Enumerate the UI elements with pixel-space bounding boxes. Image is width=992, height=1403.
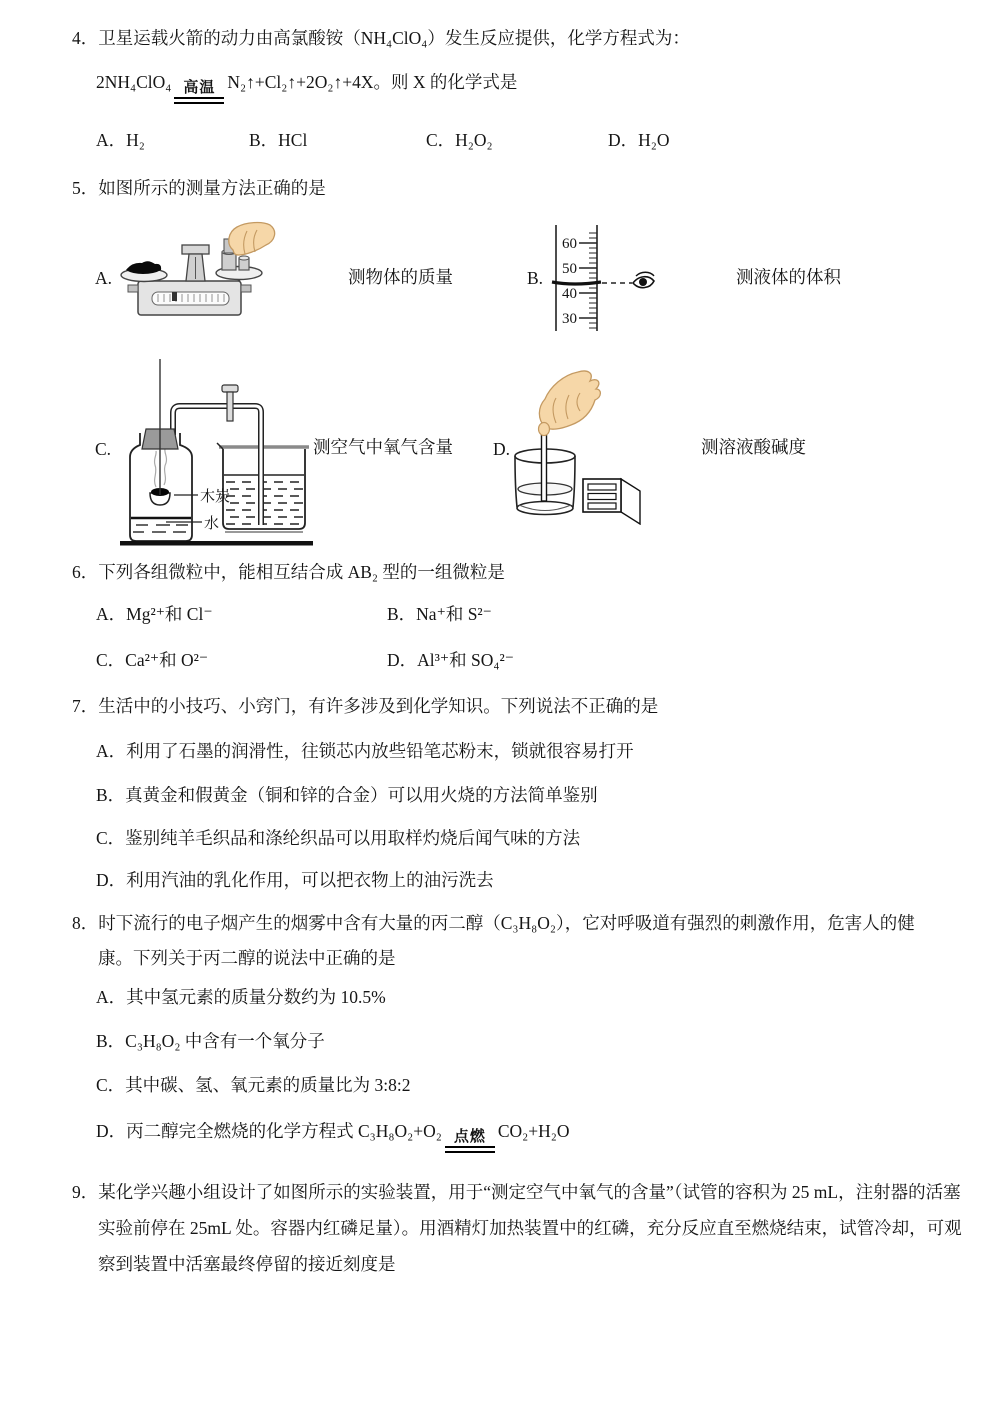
- option-6b: B．Na⁺和 S²⁻: [387, 604, 492, 624]
- option-8d-prefix: D．丙二醇完全燃烧的化学方程式 C₃H₈O₂+O₂: [96, 1121, 442, 1141]
- ph-test-figure: [488, 367, 650, 525]
- option-8a: A．其中氢元素的质量分数约为 10.5%: [96, 987, 386, 1007]
- option-8d-rhs: CO₂+H₂O: [497, 1121, 570, 1141]
- pillar-cap: [182, 245, 209, 254]
- option-6d: D．Al³⁺和 SO₄²⁻: [387, 650, 514, 670]
- combustion-condition: 点燃: [453, 1129, 486, 1145]
- tick-label-40: 40: [562, 286, 577, 302]
- hand-icon: [229, 223, 275, 255]
- question-6-text: 下列各组微粒中，能相互结合成 AB₂ 型的一组微粒是: [98, 562, 505, 582]
- option-7b: B．真黄金和假黄金（铜和锌的合金）可以用火烧的方法简单鉴别: [96, 785, 598, 805]
- eye-icon: [633, 272, 654, 287]
- option-4a: A．H₂: [96, 130, 145, 150]
- question-8-paragraph: [72, 906, 944, 976]
- question-8-text: 时下流行的电子烟产生的烟雾中含有大量的丙二醇（C₃H₈O₂），它对呼吸道有强烈的刺激作用，危害人的健康。下列关于丙二醇的说法中正确的是: [98, 913, 915, 968]
- option-4d: D．H₂O: [608, 130, 670, 150]
- question-6-line: [72, 561, 505, 583]
- equation-condition-line: [174, 80, 224, 104]
- charcoal-annotation: 木炭: [200, 489, 231, 505]
- question-5-line: [72, 177, 326, 199]
- combustion-condition-line: [445, 1129, 495, 1153]
- equation-rhs: N₂↑+Cl₂↑+2O₂↑+4X。则 X 的化学式是: [227, 72, 518, 92]
- right-screw: [241, 285, 251, 292]
- graduated-cylinder-figure: [549, 223, 659, 333]
- tick-label-30: 30: [562, 311, 577, 327]
- question-8-number: 8．: [72, 913, 99, 933]
- figure-a-caption: 测物体的质量: [348, 267, 453, 287]
- minor-ticks: [589, 233, 597, 328]
- question-9-paragraph: [72, 1174, 968, 1282]
- question-9-number: 9．: [72, 1182, 99, 1202]
- hand-icon: [539, 371, 601, 435]
- figure-d-label: D.: [493, 439, 511, 459]
- question-7-line: [72, 695, 658, 717]
- ph-color-card: [583, 479, 640, 524]
- equation-condition: 高温: [183, 80, 216, 96]
- question-4-text: 卫星运载火箭的动力由高氯酸铵（NH₄ClO₄）发生反应提供，化学方程式为：: [98, 28, 690, 48]
- question-4-number: 4．: [72, 28, 99, 48]
- question-6-number: 6．: [72, 562, 99, 582]
- option-7c: C．鉴别纯羊毛织品和涤纶织品可以用取样灼烧后闻气味的方法: [96, 828, 581, 848]
- major-ticks: [579, 243, 597, 318]
- connecting-tube-outline: [173, 406, 261, 525]
- figure-d-caption: 测溶液酸碱度: [701, 437, 806, 457]
- question-4-line: [72, 27, 690, 49]
- connecting-tube-bore: [173, 406, 261, 525]
- water-dashes: [133, 525, 188, 532]
- equation-double-line-icon: [445, 1146, 495, 1153]
- figure-b-label: B.: [527, 268, 544, 288]
- rider-weight: [172, 292, 177, 301]
- glass-rod: [542, 429, 547, 501]
- beaker-liquid-dashes: [226, 482, 303, 524]
- liquid-level: [552, 282, 601, 284]
- question-7-number: 7．: [72, 696, 99, 716]
- balance-scale-figure: [112, 221, 282, 349]
- option-7d: D．利用汽油的乳化作用，可以把衣物上的油污洗去: [96, 870, 494, 890]
- question-5-number: 5．: [72, 178, 99, 198]
- option-6c: C．Ca²⁺和 O²⁻: [96, 650, 209, 670]
- water-annotation: 水: [204, 516, 220, 532]
- option-8d-equation: [96, 1120, 570, 1153]
- option-4c: C．H₂O₂: [426, 130, 493, 150]
- figure-c-label: C.: [95, 439, 112, 459]
- question-5-text: 如图所示的测量方法正确的是: [98, 178, 326, 198]
- figure-c-caption: 测空气中氧气含量: [313, 437, 453, 457]
- option-6a: A．Mg²⁺和 Cl⁻: [96, 604, 213, 624]
- option-8c: C．其中碳、氢、氧元素的质量比为 3:8:2: [96, 1075, 411, 1095]
- question-9-text: 某化学兴趣小组设计了如图所示的实验装置，用于“测定空气中氧气的含量”（试管的容积为 25 mL，注射器的活塞实验前停在 25mL 处。容器内红磷足量）。用酒精灯加热装置中的红磷，充分反应直至燃烧结束，试管冷却，可观察到装置中活塞最终停留的接近刻度是: [98, 1182, 962, 1274]
- option-7a: A．利用了石墨的润滑性，往锁芯内放些铅笔芯粉末，锁就很容易打开: [96, 741, 634, 761]
- oxygen-apparatus-figure: [118, 355, 315, 548]
- tick-label-60: 60: [562, 236, 577, 252]
- left-screw: [128, 285, 138, 292]
- option-4b: B．HCl: [249, 130, 308, 150]
- option-8b: B．C₃H₈O₂ 中含有一个氧分子: [96, 1031, 325, 1051]
- figure-a-label: A.: [95, 268, 113, 288]
- question-7-text: 生活中的小技巧、小窍门，有许多涉及到化学知识。下列说法不正确的是: [98, 696, 659, 716]
- equation-double-line-icon: [174, 97, 224, 104]
- figure-b-caption: 测液体的体积: [736, 267, 841, 287]
- weighed-object: [126, 261, 161, 274]
- table-line: [120, 541, 313, 546]
- equation-lhs: 2NH₄ClO₄: [96, 72, 172, 92]
- tick-label-50: 50: [562, 261, 577, 277]
- question-4-equation: [96, 71, 517, 104]
